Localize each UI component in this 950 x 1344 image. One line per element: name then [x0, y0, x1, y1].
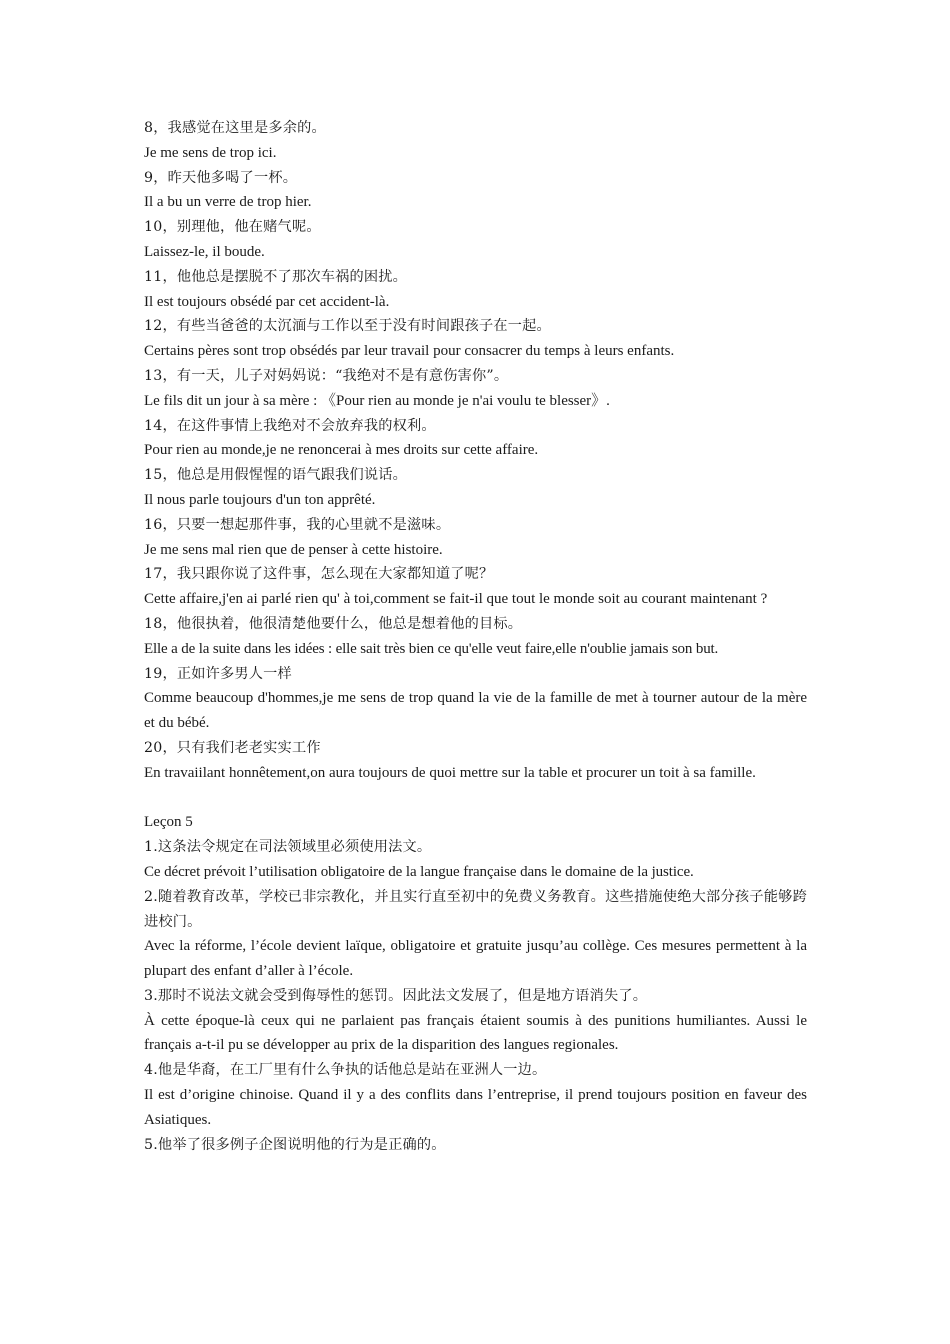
- item-13-chinese: 13，有一天，儿子对妈妈说：“我绝对不是有意伤害你”。: [144, 367, 509, 384]
- item-17-chinese: 17，我只跟你说了这件事，怎么现在大家都知道了呢？: [144, 566, 494, 583]
- item-20-chinese: 20，只有我们老老实实工作: [144, 739, 321, 756]
- item-18-chinese: 18，他很执着，他很清楚他要什么，他总是想着他的目标。: [144, 615, 523, 632]
- item-9-chinese: 9，昨天他多喝了一杯。: [144, 169, 298, 186]
- section-spacer: [144, 786, 807, 811]
- document-page: [144, 116, 807, 1157]
- lesson5-item-3-french: À cette époque-là ceux qui ne parlaient pas français étaient soumis à des punitions humiliantes. Aussi le français a-t-il pu se développer au prix de la disparition des langues regionales.: [144, 1012, 807, 1054]
- item-16-french: Je me sens mal rien que de penser à cette histoire.: [144, 541, 443, 558]
- lesson5-item-3-chinese: 3.那时不说法文就会受到侮辱性的惩罚。因此法文发展了，但是地方语消失了。: [144, 987, 648, 1004]
- item-8-french: Je me sens de trop ici.: [144, 144, 277, 161]
- item-8-chinese: 8，我感觉在这里是多余的。: [144, 120, 326, 136]
- item-14-chinese: 14，在这件事情上我绝对不会放弃我的权利。: [144, 417, 436, 434]
- lesson5-item-2-chinese: 2.随着教育改革，学校已非宗教化，并且实行直至初中的免费义务教育。这些措施使绝大部分孩子能够跨进校门。: [144, 888, 807, 930]
- lesson5-item-4-chinese: 4.他是华裔，在工厂里有什么争执的话他总是站在亚洲人一边。: [144, 1062, 547, 1079]
- item-19-french: Comme beaucoup d'hommes,je me sens de trop quand la vie de la famille de met à tourner autour de la mère et du bébé.: [144, 690, 807, 732]
- item-16-chinese: 16，只要一想起那件事，我的心里就不是滋味。: [144, 516, 451, 533]
- item-11-french: Il est toujours obsédé par cet accident-là.: [144, 293, 390, 310]
- item-10-chinese: 10，别理他，他在赌气呢。: [144, 219, 321, 236]
- item-15-french: Il nous parle toujours d'un ton apprêté.: [144, 491, 376, 508]
- item-15-chinese: 15，他总是用假惺惺的语气跟我们说话。: [144, 467, 408, 484]
- item-14-french: Pour rien au monde,je ne renoncerai à mes droits sur cette affaire.: [144, 442, 539, 459]
- item-12-french: Certains pères sont trop obsédés par leur travail pour consacrer du temps à leurs enfants.: [144, 343, 675, 360]
- item-9-french: Il a bu un verre de trop hier.: [144, 194, 312, 211]
- item-11-chinese: 11，他他总是摆脱不了那次车祸的困扰。: [144, 268, 408, 285]
- item-18-french: Elle a de la suite dans les idées : elle sait très bien ce qu'elle veut faire,elle n'oublie jamais son but.: [144, 640, 719, 657]
- lesson-heading: Leçon 5: [144, 814, 193, 831]
- lesson5-item-2-french: Avec la réforme, l’école devient laïque, obligatoire et gratuite jusqu’au collège. Ces mesures permettent à la plupart des enfant d’aller à l’école.: [144, 938, 807, 980]
- lesson5-item-1-chinese: 1.这条法令规定在司法领域里必须使用法文。: [144, 839, 432, 856]
- item-17-french: Cette affaire,j'en ai parlé rien qu' à toi,comment se fait-il que tout le monde soit au courant maintenant ?: [144, 591, 768, 608]
- item-13-french: Le fils dit un jour à sa mère : 《Pour rien au monde je n'ai voulu te blesser》.: [144, 392, 610, 409]
- lesson5-item-5-chinese: 5.他举了很多例子企图说明他的行为是正确的。: [144, 1136, 446, 1153]
- item-12-chinese: 12，有些当爸爸的太沉湎与工作以至于没有时间跟孩子在一起。: [144, 318, 551, 335]
- lesson5-item-1-french: Ce décret prévoit l’utilisation obligatoire de la langue française dans le domaine de la justice.: [144, 863, 694, 880]
- item-19-chinese: 19，正如许多男人一样: [144, 665, 292, 682]
- item-20-french: En travaiilant honnêtement,on aura toujours de quoi mettre sur la table et procurer un toit à sa famille.: [144, 764, 756, 781]
- item-10-french: Laissez-le, il boude.: [144, 243, 265, 260]
- lesson5-item-4-french: Il est d’origine chinoise. Quand il y a des conflits dans l’entreprise, il prend toujours position en faveur des Asiatiques.: [144, 1087, 807, 1128]
